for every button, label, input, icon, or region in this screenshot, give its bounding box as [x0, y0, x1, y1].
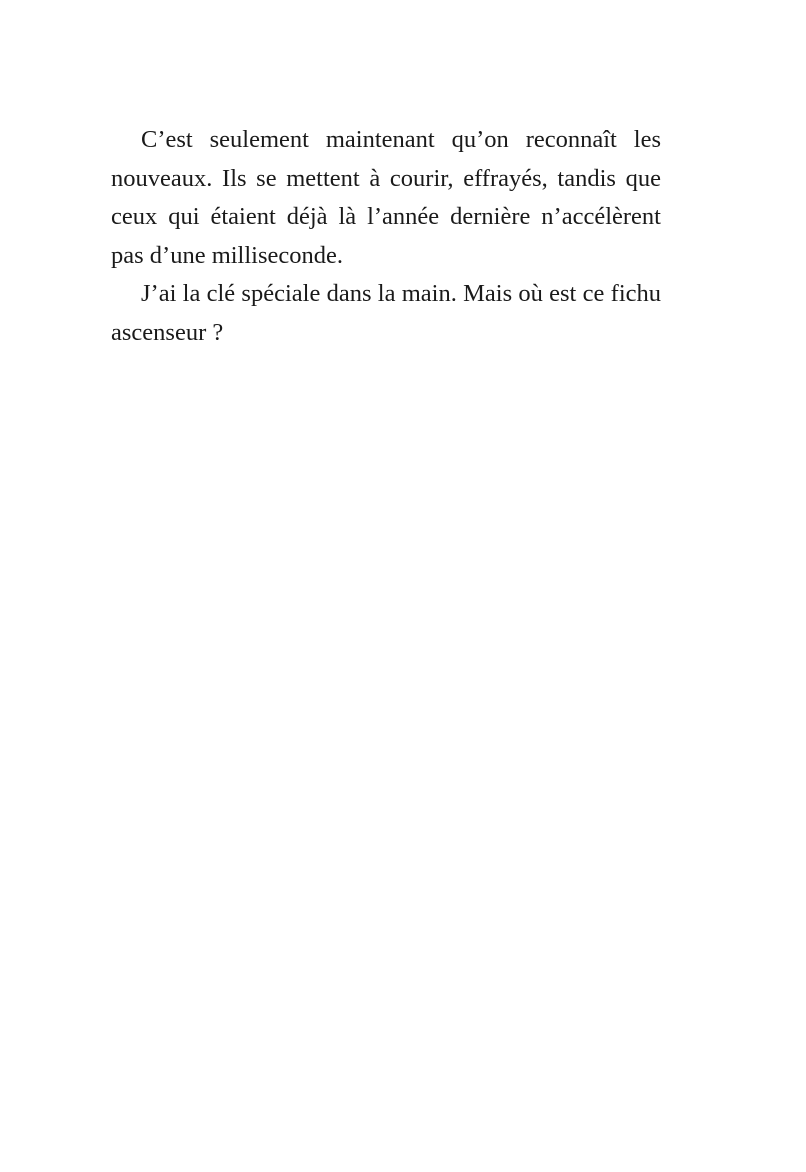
body-text: [111, 121, 661, 352]
paragraph-1: C’est seulement maintenant qu’on reconnaît les nouveaux. Ils se mettent à courir, effrayés, tandis que ceux qui étaient déjà là l’année dernière n’accélèrent pas d’une milliseconde.: [111, 126, 661, 269]
paragraph-2: J’ai la clé spéciale dans la main. Mais où est ce fichu ascenseur ?: [111, 280, 661, 346]
